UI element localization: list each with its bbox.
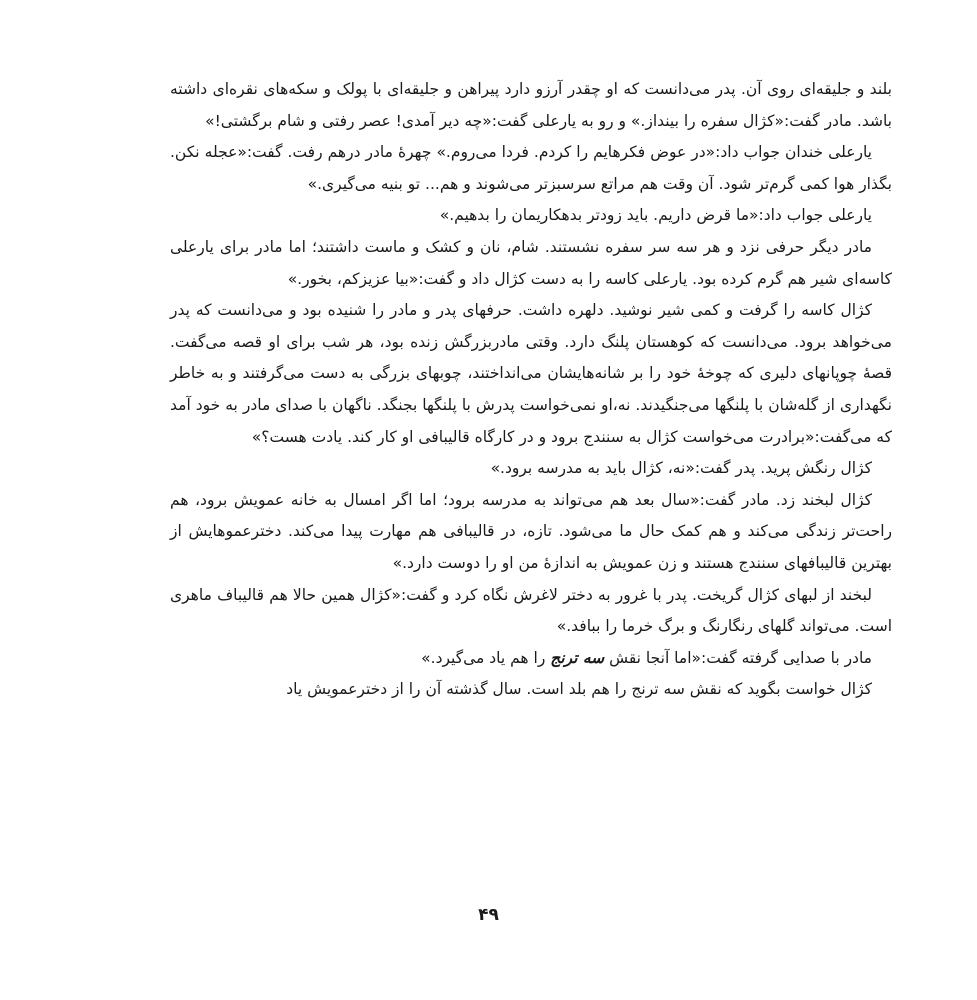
emphasized-phrase: سه ترنج (550, 648, 605, 667)
body-text (170, 74, 892, 706)
paragraph-4: مادر دیگر حرفی نزد و هر سه سر سفره نشستند. شام، نان و کشک و ماست داشتند؛ اما مادر برای یارعلی کاسه‌ای شیر هم گرم کرده بود. یارعلی کاسه را به دست کژال داد و گفت:«بیا عزیزکم، بخور.» (170, 237, 892, 288)
paragraph-2: یارعلی خندان جواب داد:«در عوض فکرهایم را کردم. فردا می‌روم.» چهرهٔ مادر درهم رفت. گفت:«عجله نکن. بگذار هوا کمی گرم‌تر شود. آن وقت هم مراتع سرسبزتر می‌شوند و هم... تو بنیه می‌گیری.» (170, 143, 892, 193)
paragraph-9-part-3: را هم یاد می‌گیرد.» (421, 648, 551, 667)
page-number: ۴۹ (478, 905, 499, 925)
paragraph-7: کژال لبخند زد. مادر گفت:«سال بعد هم می‌تواند به مدرسه برود؛ اما اگر امسال به خانه عمویش برود، هم راحت‌تر زندگی می‌کند و هم کمک حال ما می‌شود. تازه، در قالیبافی هم مهارت پیدا می‌کند. دخترعموهایش از بهترین قالیبافهای سنندج هستند و زن عمویش به اندازهٔ من او را دوست دارد.» (170, 490, 892, 572)
paragraph-1: بلند و جلیقه‌ای روی آن. پدر می‌دانست که او چقدر آرزو دارد پیراهن و جلیقه‌ای با پولک و سکه‌های نقره‌ای داشته باشد. مادر گفت:«کژال سفره را بینداز.» و رو به یارعلی گفت:«چه دیر آمدی! عصر رفتی و شام برگشتی!» (170, 80, 892, 130)
paragraph-10: کژال خواست بگوید که نقش سه ترنج را هم بلد است. سال گذشته آن را از دخترعمویش یاد (286, 680, 872, 699)
paragraph-9-part-1: مادر با صدایی گرفته گفت:«اما آنجا نقش (604, 648, 872, 667)
paragraph-6: کژال رنگش پرید. پدر گفت:«نه، کژال باید به مدرسه برود.» (490, 459, 872, 478)
paragraph-3: یارعلی جواب داد:«ما قرض داریم. باید زودتر بدهکاریمان را بدهیم.» (439, 206, 872, 225)
paragraph-5: کژال کاسه را گرفت و کمی شیر نوشید. دلهره داشت. حرفهای پدر و مادر را شنیده بود و می‌دانست که پدر می‌خواهد برود. می‌دانست که کوهستان پلنگ دارد. وقتی مادربزرگش زنده بود، هر شب برای او قصه می‌گفت. قصهٔ چوپانهای دلیری که چوخهٔ خود را بر شانه‌هایشان می‌انداختند، چوبهای بزرگی به دست می‌گرفتند و به خاطر نگهداری از گله‌شان با پلنگها می‌جنگیدند. نه،او نمی‌خواست پدرش با پلنگها بجنگد. ناگهان با صدای مادر به خود آمد که می‌گفت:«برادرت می‌خواست کژال به سنندج برود و در کارگاه قالیبافی او کار کند. یادت هست؟» (170, 301, 892, 446)
paragraph-9 (170, 643, 892, 675)
paragraph-8: لبخند از لبهای کژال گریخت. پدر با غرور به دختر لاغرش نگاه کرد و گفت:«کژال همین حالا هم قالیباف ماهری است. می‌تواند گلهای رنگارنگ و برگ خرما را ببافد.» (170, 585, 892, 636)
